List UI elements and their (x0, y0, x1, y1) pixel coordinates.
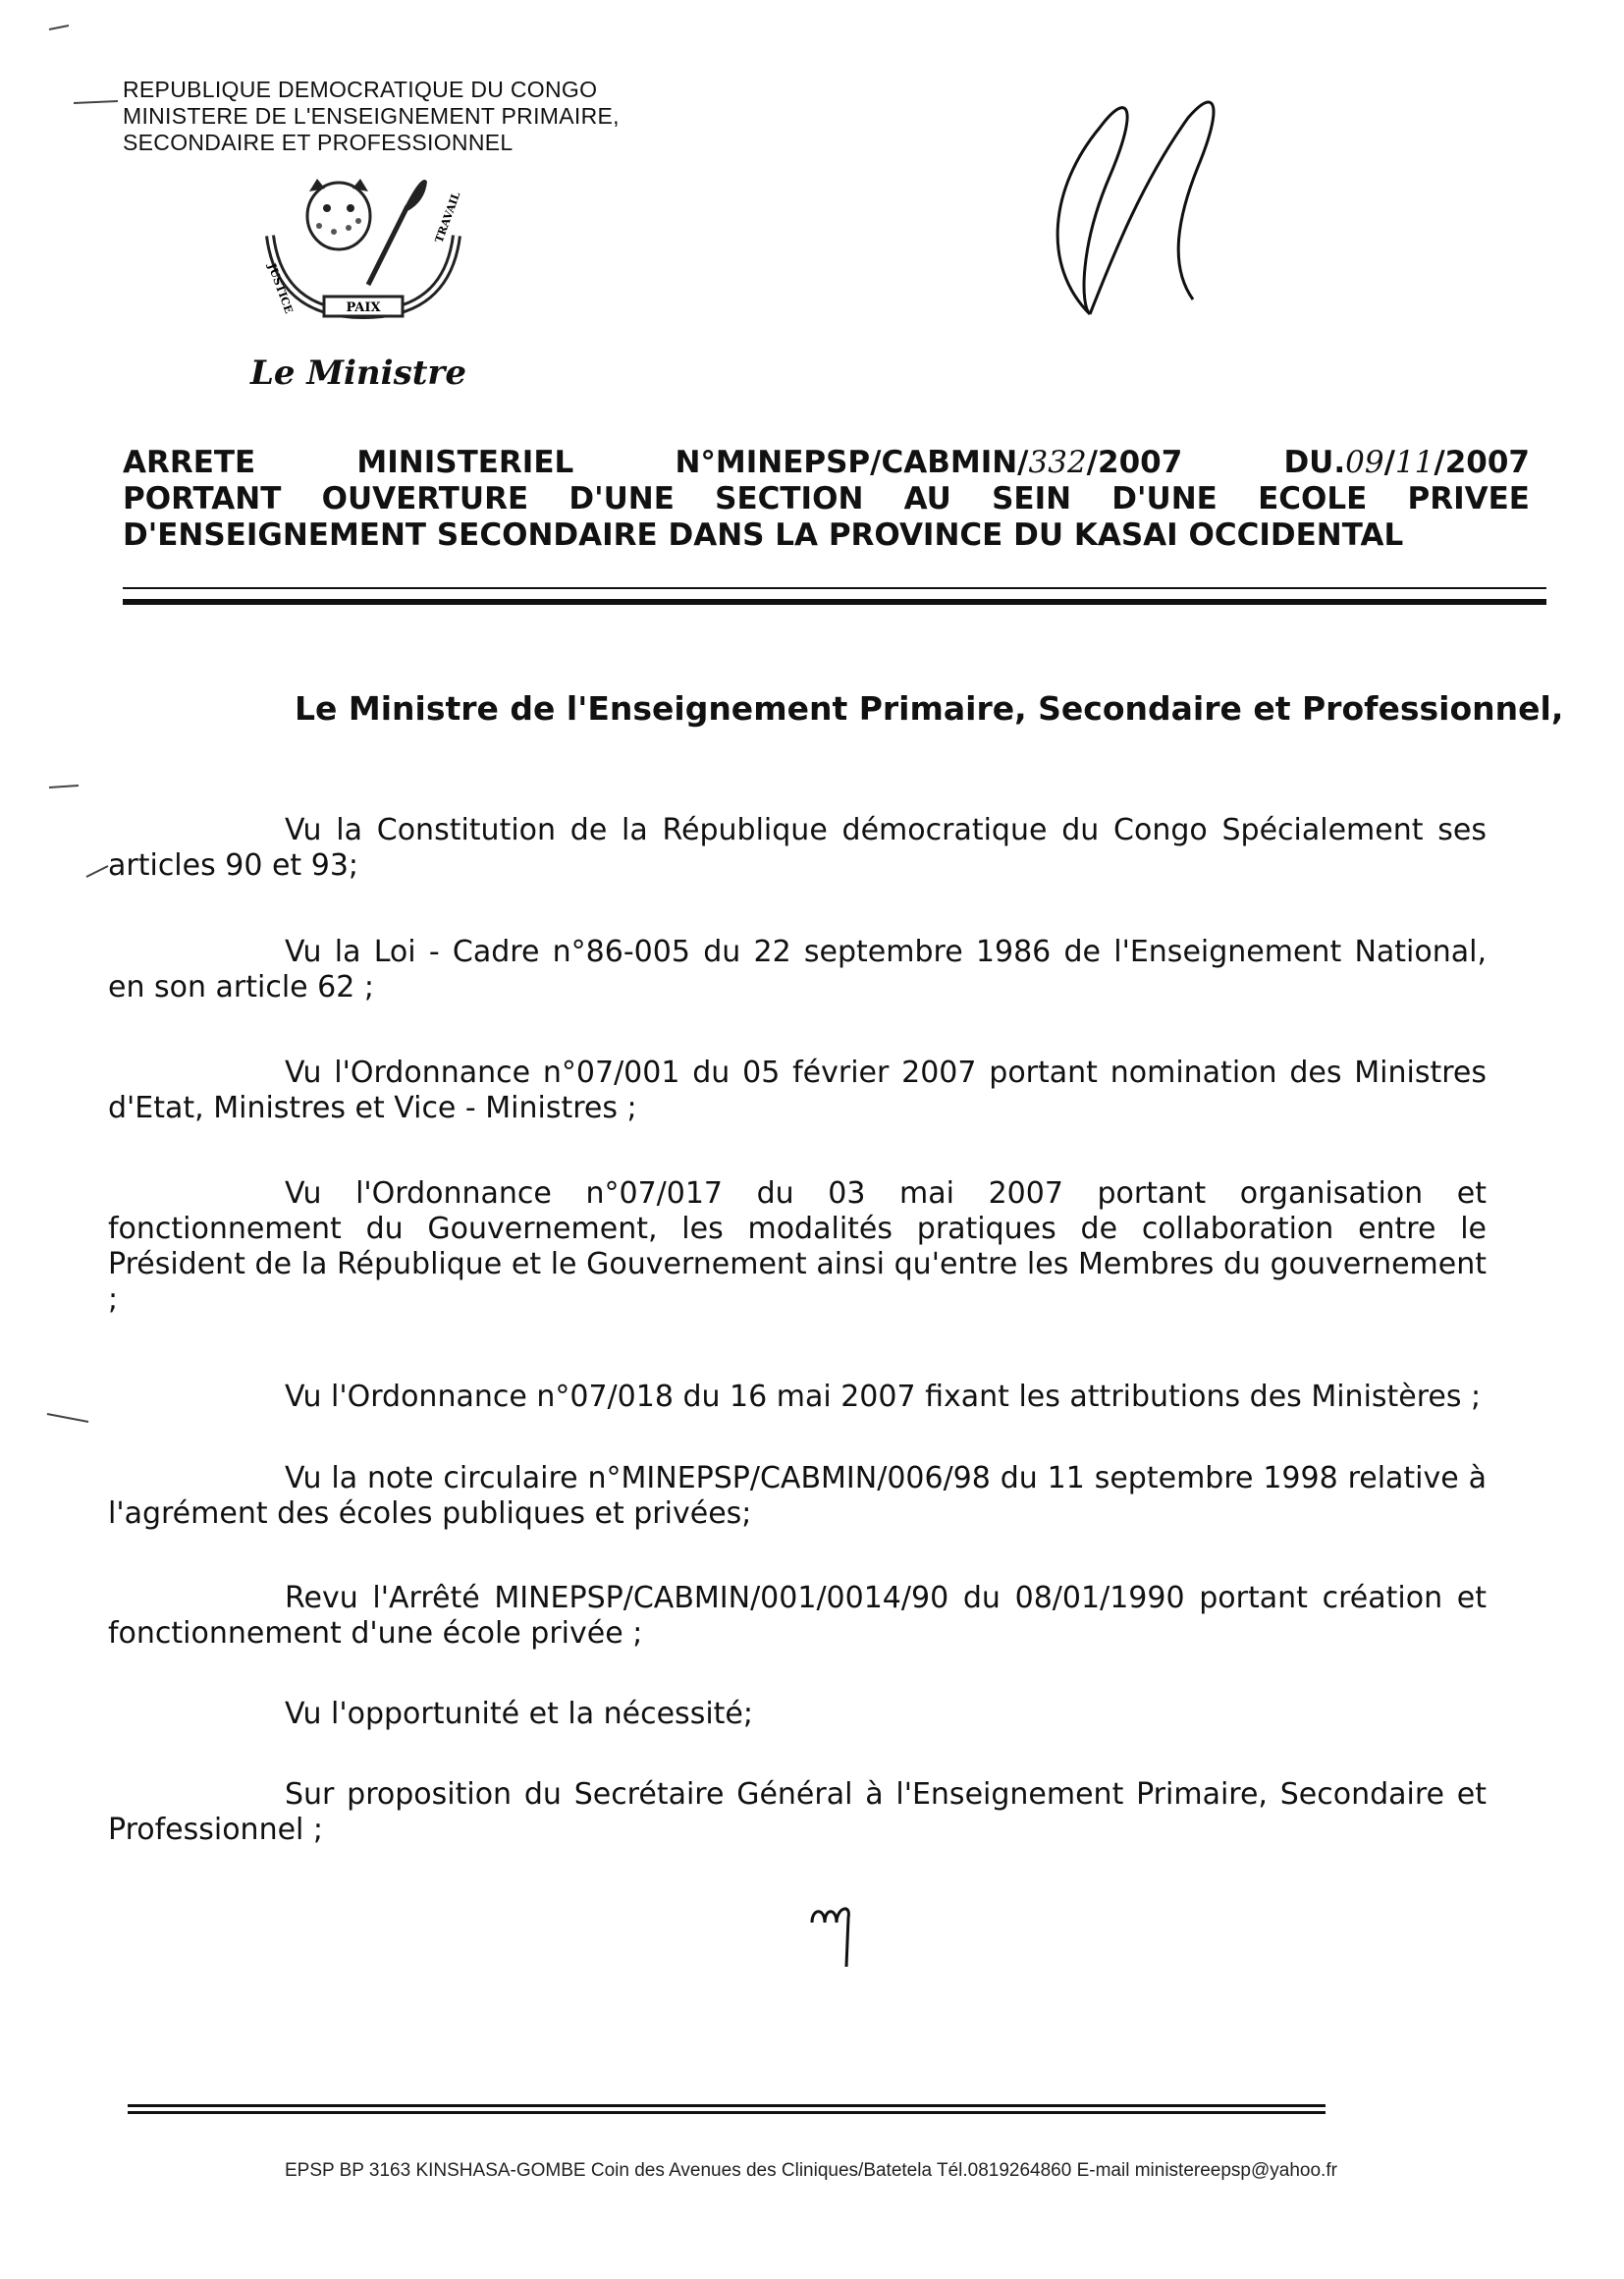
footer-rule (128, 2111, 1326, 2114)
footer-contact: EPSP BP 3163 KINSHASA-GOMBE Coin des Avenues des Cliniques/Batetela Tél.0819264860 E-mail ministereepsp@yahoo.fr (285, 2160, 1337, 2181)
title-underline-thick (123, 599, 1546, 605)
decree-number-handwritten: 332 (1028, 445, 1087, 480)
decree-title-line-3: D'ENSEIGNEMENT SECONDAIRE DANS LA PROVINCE DU KASAI OCCIDENTAL (123, 517, 1404, 553)
emblem-motto-right: TRAVAIL (432, 190, 463, 245)
title-underline-thin (123, 587, 1546, 589)
consideration-paragraph: Vu la Constitution de la République démocratique du Congo Spécialement ses articles 90 et 93; (108, 813, 1487, 883)
emblem-motto-center: PAIX (346, 300, 381, 315)
issuing-authority-greeting: Le Ministre de l'Enseignement Primaire, Secondaire et Professionnel, (295, 689, 1564, 728)
consideration-paragraph: Vu l'opportunité et la nécessité; (285, 1697, 753, 1731)
ministry-name: MINISTERE DE L'ENSEIGNEMENT PRIMAIRE, (123, 103, 620, 129)
minister-label: Le Ministre (250, 353, 466, 393)
coat-of-arms-emblem (241, 167, 486, 344)
ministry-name-continued: SECONDAIRE ET PROFESSIONNEL (123, 130, 514, 155)
decree-date-day: 09 (1345, 445, 1384, 480)
consideration-paragraph: Vu l'Ordonnance n°07/018 du 16 mai 2007 fixant les attributions des Ministères ; (285, 1380, 1482, 1414)
handwritten-initials (807, 1893, 866, 1972)
consideration-paragraph: Vu la Loi - Cadre n°86-005 du 22 septembre 1986 de l'Enseignement National, en son article 62 ; (108, 935, 1487, 1004)
decree-number: N°MINEPSP/CABMIN/332/2007 (675, 445, 1183, 480)
title-word-arrete: ARRETE (123, 445, 256, 480)
consideration-paragraph: Revu l'Arrêté MINEPSP/CABMIN/001/0014/90 du 08/01/1990 portant création et fonctionnement d'une école privée ; (108, 1581, 1487, 1651)
consideration-paragraph: Vu la note circulaire n°MINEPSP/CABMIN/006/98 du 11 septembre 1998 relative à l'agrément des écoles publiques et privées; (108, 1461, 1487, 1531)
decree-title (123, 445, 1530, 554)
decree-date-month: 11 (1394, 445, 1435, 480)
decree-title-line-2: PORTANT OUVERTURE D'UNE SECTION AU SEIN D'UNE ECOLE PRIVEE (123, 481, 1530, 516)
consideration-paragraph: Sur proposition du Secrétaire Général à l'Enseignement Primaire, Secondaire et Professionnel ; (108, 1777, 1487, 1847)
title-word-ministeriel: MINISTERIEL (356, 445, 574, 480)
consideration-paragraph: Vu l'Ordonnance n°07/017 du 03 mai 2007 portant organisation et fonctionnement du Gouvernement, les modalités pratiques de collaboration entre le Président de la République et le Gouvernement ainsi qu'entre les Membres du gouvernement ; (108, 1176, 1487, 1317)
footer-rule (128, 2104, 1326, 2107)
decree-title-line-1 (123, 445, 1530, 481)
issuer-header (123, 77, 620, 156)
handwritten-signature (1021, 69, 1247, 334)
decree-date: DU.09/11/2007 (1283, 445, 1530, 480)
emblem-motto-left: JUSTICE (265, 261, 296, 316)
republic-name: REPUBLIQUE DEMOCRATIQUE DU CONGO (123, 77, 598, 102)
consideration-paragraph: Vu l'Ordonnance n°07/001 du 05 février 2007 portant nomination des Ministres d'Etat, Ministres et Vice - Ministres ; (108, 1056, 1487, 1125)
